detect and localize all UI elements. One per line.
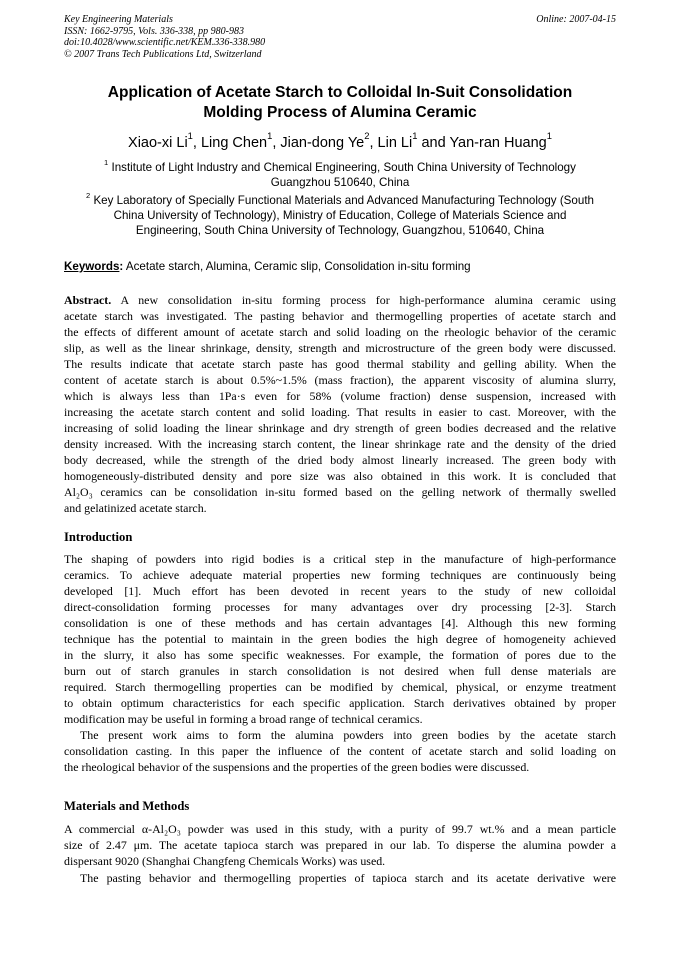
author-affiliation-mark: 1 — [412, 130, 418, 142]
author-name: Yan-ran Huang — [449, 135, 547, 151]
online-date: Online: 2007-04-15 — [536, 14, 616, 25]
text-line: the effects of different amount of acetate starch and solid loading on the rheologic behavior of the ceramic — [64, 325, 616, 339]
text-line: ceramics. To achieve adequate material properties new forming techniques are continuously being — [64, 568, 616, 582]
text-line: to obtain optimum characteristics for each specific application. Starch derivatives obtained by proper — [64, 696, 616, 710]
title-line: Molding Process of Alumina Ceramic — [203, 104, 477, 121]
text-line: The results indicate that acetate starch paste has good thermal stability and gelling ability. When the — [64, 357, 616, 371]
journal-header — [64, 14, 616, 60]
text-line: homogeneously-distributed density and pore size was also obtained in this work. It is concluded that — [64, 469, 616, 483]
author-affiliation-mark: 1 — [546, 130, 552, 142]
text-line: The shaping of powders into rigid bodies is a critical step in the manufacture of high-performance — [64, 552, 616, 566]
text-line: increasing of solid loading the linear shrinkage and dry strength of green bodies decreased and the relative — [64, 421, 616, 435]
keywords-colon: : — [119, 260, 124, 273]
copyright-line: © 2007 Trans Tech Publications Ltd, Switzerland — [64, 48, 262, 60]
text-line: body decreased, while the strength of the dried body almost linearly increased. The green body with — [64, 453, 616, 467]
text-line: consolidation is one of these methods and has certain advantages [4]. Although this new forming — [64, 616, 616, 630]
text-line: acetate starch was investigated. The pasting behavior and thermogelling properties of acetate starch and — [64, 309, 616, 323]
text-line: burn out of starch granules in starch consolidation is not desired when full dense materials are — [64, 664, 616, 678]
text-line: content of acetate starch is about 0.5%~1.5% (mass fraction), the apparent viscosity of alumina slurry, — [64, 373, 616, 387]
text-line: direct-consolidation forming processes for many advantages over dry processing [2-3]. Starch — [64, 600, 616, 614]
text-line: consolidation casting. In this paper the influence of the content of acetate starch and solid loading on — [64, 744, 616, 758]
methods-paragraph-1 — [64, 821, 616, 869]
author-affiliation-mark: 1 — [267, 130, 273, 142]
text-line: The pasting behavior and thermogelling properties of tapioca starch and its acetate derivative were — [80, 871, 616, 885]
text-line — [64, 292, 616, 308]
affiliation-text: Institute of Light Industry and Chemical Engineering, South China University of Technology — [111, 161, 576, 174]
text-line: dispersant 9020 (Shanghai Changfeng Chemicals Works) was used. — [64, 854, 386, 868]
affiliation-text: Guangzhou 510640, China — [270, 176, 410, 189]
text-line: required. Starch thermogelling properties can be modified by chemical, physical, or enzyme treatment — [64, 680, 616, 694]
abstract-text: A new consolidation in-situ forming process for high-performance alumina ceramic using — [111, 293, 616, 307]
abstract-paragraph — [64, 292, 616, 516]
affiliation-number: 1 — [104, 157, 109, 167]
text-line: slip, as well as the linear shrinkage, density, strength and microstructure of the green body were discussed. — [64, 341, 616, 355]
doi-line: doi:10.4028/www.scientific.net/KEM.336-338.980 — [64, 37, 266, 48]
text-line: A commercial α-Al₂O₃ powder was used in this study, with a purity of 99.7 wt.% and a mean particle — [64, 822, 616, 836]
journal-name: Key Engineering Materials — [64, 14, 173, 25]
abstract-label: Abstract. — [64, 293, 112, 307]
text-line: modification may be useful in forming a broad range of technical ceramics. — [64, 712, 423, 726]
text-line: size of 2.47 μm. The acetate tapioca starch was prepared in our lab. To disperse the alumina powder a — [64, 838, 616, 852]
keywords-text: Acetate starch, Alumina, Ceramic slip, Consolidation in-situ forming — [123, 260, 471, 273]
title-line: Application of Acetate Starch to Colloidal In-Suit Consolidation — [107, 84, 573, 101]
author-separator: , — [192, 135, 201, 151]
affiliation-1 — [64, 157, 616, 190]
affiliation-2 — [64, 190, 616, 238]
issn-line: ISSN: 1662-9795, Vols. 336-338, pp 980-983 — [64, 25, 244, 37]
introduction-paragraph-1 — [64, 551, 616, 727]
affiliation-text: Key Laboratory of Specially Functional Materials and Advanced Manufacturing Technology (South — [93, 194, 594, 207]
text-line: The present work aims to form the alumina powders into green bodies by the acetate starch — [80, 728, 616, 742]
section-heading-methods: Materials and Methods — [64, 799, 190, 813]
keywords-label: Keywords — [64, 260, 120, 273]
author-name: Jian-dong Ye — [280, 135, 365, 151]
introduction-paragraph-2 — [64, 727, 616, 775]
text-line: in the slurry, it also has some specific weaknesses. For example, the formation of pores due to the — [64, 648, 616, 662]
text-line: technique has the potential to maintain in the green bodies the high degree of homogeneity achieved — [64, 632, 616, 646]
author-separator: and — [417, 135, 450, 151]
text-line: density increased. With the increasing starch content, the linear shrinkage rate and the density of the dried — [64, 437, 616, 451]
affiliation-text: China University of Technology), Ministry of Education, College of Materials Science and — [113, 209, 567, 222]
author-affiliation-mark: 2 — [364, 130, 370, 142]
keywords-line — [64, 259, 616, 274]
text-line: developed [1]. Much effort has been devoted in recent years to the study of new colloidal — [64, 584, 616, 598]
text-line: Al₂O₃ ceramics can be consolidation in-situ formed based on the gelling network of thermally swelled — [64, 485, 616, 499]
author-name: Xiao-xi Li — [128, 135, 188, 151]
author-separator: , — [272, 135, 281, 151]
affiliation-number: 2 — [86, 190, 91, 200]
section-heading-introduction: Introduction — [64, 530, 133, 544]
paper-title — [64, 83, 616, 123]
author-name: Lin Li — [377, 135, 413, 151]
text-line: increasing the acetate starch content and solid loading. That results in easier to cast. Moreover, with the — [64, 405, 616, 419]
author-list — [64, 130, 616, 152]
methods-paragraph-2 — [64, 870, 616, 886]
text-line: which is always less than 1Pa·s even for 58% (volume fraction) dense suspension, increased with — [64, 389, 616, 403]
text-line: the rheological behavior of the suspensions and the properties of the green bodies were discussed. — [64, 760, 530, 774]
author-name: Ling Chen — [200, 135, 268, 151]
author-affiliation-mark: 1 — [187, 130, 193, 142]
text-line: and gelatinized acetate starch. — [64, 501, 207, 515]
author-separator: , — [369, 135, 378, 151]
affiliation-text: Engineering, South China University of Technology, Guangzhou, 510640, China — [135, 224, 545, 237]
